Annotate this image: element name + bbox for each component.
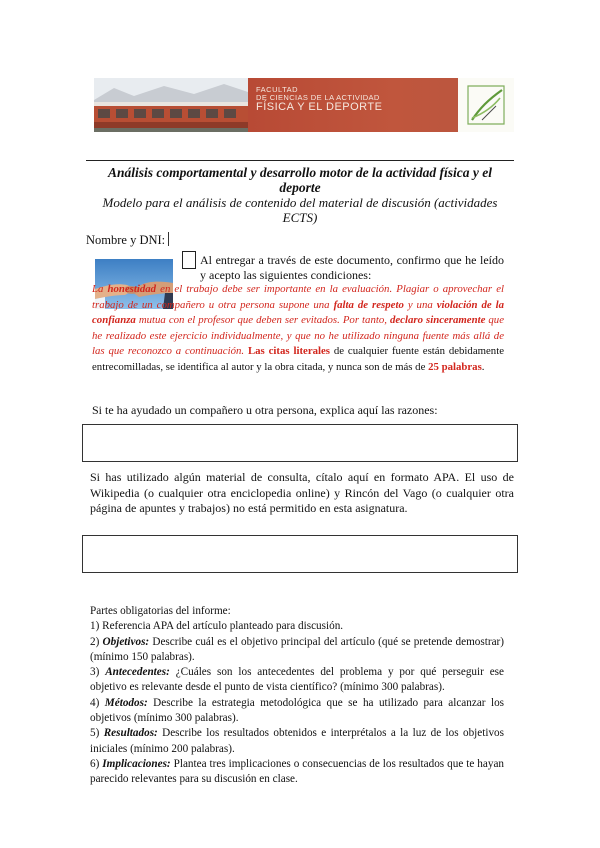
honesty-text-8: declaro sinceramente [389, 314, 486, 326]
part-item-1 [90, 619, 504, 634]
help-question: Si te ha ayudado un compañero u otra persona, explica aquí las razones: [92, 403, 438, 417]
honesty-text-1: La [92, 283, 104, 295]
course-title: Análisis comportamental y desarrollo motor de la actividad física y el deporte [108, 165, 492, 195]
part-label: Resultados: [103, 727, 158, 740]
part-text: Describe los resultados obtenidos e interprétalos a la luz de los objetivos iniciales (mínimo 200 palabras). [90, 727, 504, 755]
faculty-banner [94, 78, 514, 132]
faculty-name [256, 86, 456, 113]
honesty-text-6: violación de la confianza [92, 298, 505, 326]
part-label: Implicaciones: [102, 757, 171, 770]
part-number: 5) [90, 727, 100, 740]
part-text: Plantea tres implicaciones o consecuencias de los resultados que te hayan parecido relevantes para su discusión en clase. [90, 757, 504, 786]
part-text: Describe cuál es el objetivo principal del artículo (qué se pretende demostrar) (mínimo 150 palabras). [90, 635, 504, 663]
part-number: 6) [90, 757, 100, 770]
help-reasons-field[interactable] [82, 424, 518, 462]
university-logo-icon [458, 78, 514, 132]
honesty-text-7: mutua con el profesor que deben ser evitados. Por tanto, [138, 314, 387, 326]
honesty-text-5: y una [407, 298, 433, 311]
consent-intro: Al entregar a través de este documento, confirmo que he leído y acepto las siguientes condiciones: [200, 253, 504, 282]
document-subtitle: Modelo para el análisis de contenido del material de discusión (actividades ECTS) [102, 195, 498, 225]
honesty-text-10: Las citas literales [247, 345, 331, 357]
part-label: Métodos: [104, 696, 148, 709]
part-number: 4) [90, 696, 100, 709]
part-item-6 [90, 757, 504, 788]
part-item-4 [90, 696, 504, 727]
part-item-3 [90, 665, 504, 696]
part-number: 3) [90, 666, 100, 679]
sources-field[interactable] [82, 535, 518, 573]
honesty-text-9: que he realizado este ejercicio individualmente, y que no he utilizado ninguna fuente más allá de las que reconozco a continuación. [92, 314, 504, 357]
part-number: 2) [90, 635, 100, 648]
honesty-text-11: de cualquier fuente están debidamente entrecomilladas, se identifica al autor y la obra citada, y nunca son de más de [92, 345, 504, 373]
part-label: Antecedentes: [105, 666, 170, 679]
honesty-text-2: honestidad [107, 283, 157, 295]
campus-building-photo [94, 78, 248, 132]
document-title-block [86, 160, 514, 225]
name-dni-label: Nombre y DNI: [86, 233, 166, 247]
part-item-2 [90, 635, 504, 666]
part-number: 1) [90, 620, 100, 633]
name-dni-field[interactable] [168, 232, 181, 246]
accept-conditions-checkbox[interactable] [182, 251, 196, 269]
faculty-line-3: FÍSICA Y EL DEPORTE [256, 100, 383, 113]
honesty-text-4: falta de respeto [333, 298, 404, 311]
honesty-text-3: en el trabajo debe ser importante en la evaluación. Plagiar o aprovechar el trabajo de un compañero u otra persona supone una [92, 283, 504, 311]
part-text: Describe la estrategia metodológica que se ha utilizado para alcanzar los objetivos (mínimo 300 palabras). [90, 696, 505, 725]
sources-instructions: Si has utilizado algún material de consulta, cítalo aquí en formato APA. El uso de Wikipedia (o cualquier otra enciclopedia online) y Rincón del Vago (o cualquier otra página de apuntes y trabajos) no está permitido en esta asignatura. [90, 470, 514, 515]
report-parts [90, 604, 504, 788]
part-label: Objetivos: [102, 635, 150, 648]
parts-heading: Partes obligatorias del informe: [90, 605, 231, 617]
part-text: ¿Cuáles son los antecedentes del problema y por qué perseguir ese objetivo es relevante desde el punto de vista científico? (mínimo 300 palabras). [90, 666, 505, 694]
honesty-text-12: 25 palabras [428, 360, 482, 373]
faculty-line-2: DE CIENCIAS DE LA ACTIVIDAD [256, 92, 380, 102]
part-text: Referencia APA del artículo planteado para discusión. [102, 620, 344, 633]
honesty-text-13: . [481, 360, 485, 373]
honesty-statement [92, 282, 504, 375]
faculty-line-1: FACULTAD [256, 85, 299, 94]
part-item-5 [90, 726, 504, 757]
